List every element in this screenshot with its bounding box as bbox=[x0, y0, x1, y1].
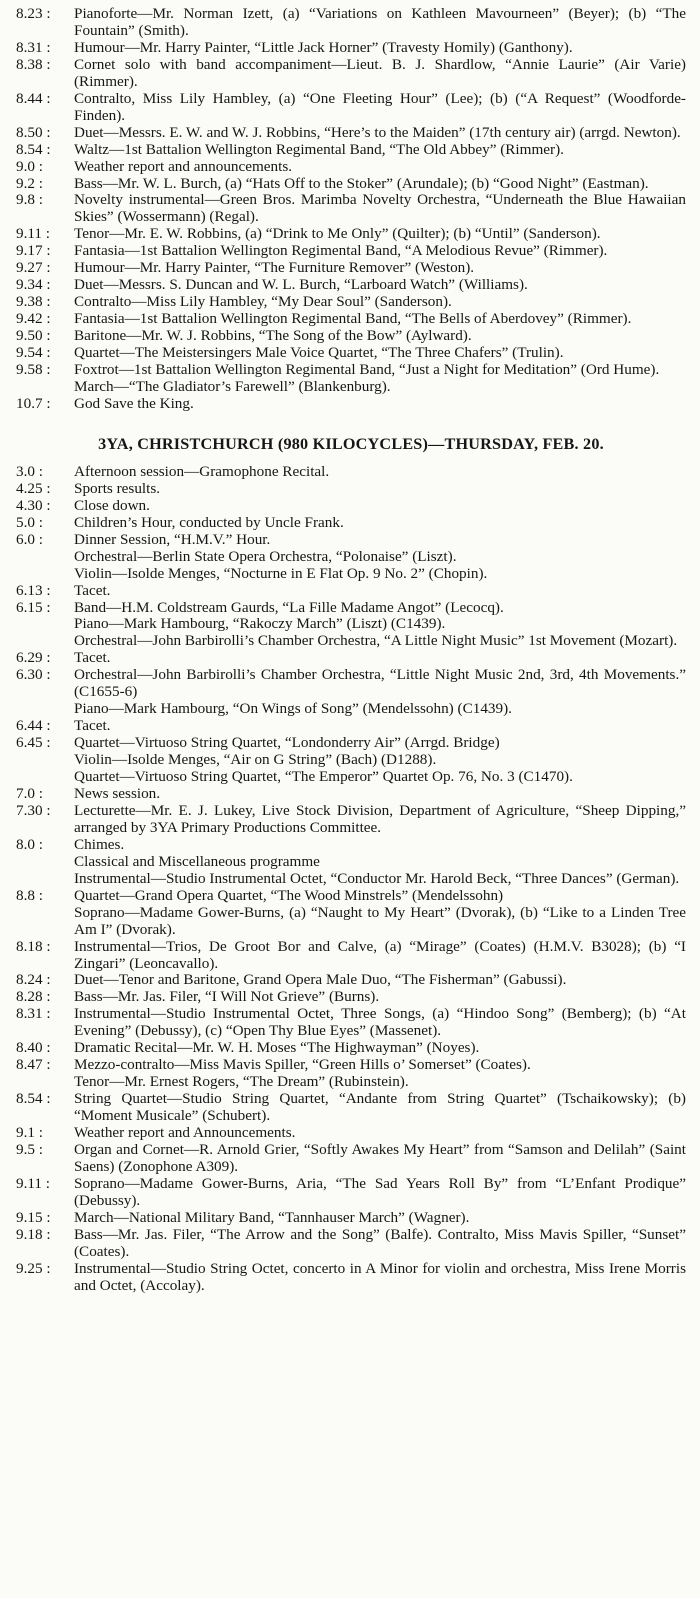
entry-text: Mezzo-contralto—Miss Mavis Spiller, “Green Hills o’ Somerset” (Coates). bbox=[74, 1056, 531, 1074]
station-heading: 3YA, CHRISTCHURCH (980 KILOCYCLES)—THURSDAY, FEB. 20. bbox=[98, 434, 604, 453]
entry-time: 5.0 : bbox=[16, 513, 44, 531]
entry-time: 8.50 : bbox=[16, 123, 51, 141]
entry-text: Dramatic Recital—Mr. W. H. Moses “The Highwayman” (Noyes). bbox=[74, 1039, 480, 1057]
entry-time: 8.23 : bbox=[16, 5, 51, 22]
entry-time: 9.50 : bbox=[16, 327, 51, 345]
entry-time: 8.40 : bbox=[16, 1039, 51, 1057]
entry-text: Tacet. bbox=[74, 649, 111, 667]
entry-text: Lecturette—Mr. E. J. Lukey, Live Stock Division, Department of Agriculture, “Sheep Dipping,” arranged by 3YA Primary Productions Committee. bbox=[74, 801, 686, 836]
entry-text: Pianoforte—Mr. Norman Izett, (a) “Variations on Kathleen Mavourneen” (Beyer); (b) “The Fountain” (Smith). bbox=[74, 5, 686, 39]
programme-entry bbox=[16, 1057, 686, 1074]
programme-entry bbox=[16, 57, 686, 91]
entry-time: 8.18 : bbox=[16, 937, 51, 955]
entry-text: Baritone—Mr. W. J. Robbins, “The Song of the Bow” (Aylward). bbox=[74, 327, 472, 345]
entry-time: 6.30 : bbox=[16, 666, 51, 684]
programme-entry bbox=[16, 294, 686, 311]
entry-text: Tacet. bbox=[74, 581, 111, 599]
programme-entry bbox=[16, 125, 686, 142]
entry-text: Weather report and announcements. bbox=[74, 157, 293, 175]
programme-entry bbox=[16, 226, 686, 243]
programme-entry bbox=[16, 176, 686, 193]
programme-entry bbox=[16, 803, 686, 837]
programme-continuation: Orchestral—John Barbirolli’s Chamber Orchestra, “A Little Night Music” 1st Movement (Mozart). bbox=[74, 632, 678, 650]
programme-entry bbox=[16, 1091, 686, 1125]
entry-time: 8.44 : bbox=[16, 89, 51, 107]
entry-time: 6.15 : bbox=[16, 598, 51, 616]
entry-text: Band—H.M. Coldstream Gaurds, “La Fille Madame Angot” (Lecocq). bbox=[74, 598, 504, 616]
entry-time: 9.0 : bbox=[16, 157, 44, 175]
entry-text: Close down. bbox=[74, 496, 150, 514]
entry-time: 4.25 : bbox=[16, 479, 51, 497]
programme-continuation: Classical and Miscellaneous programme bbox=[74, 852, 320, 870]
entry-time: 6.0 : bbox=[16, 530, 44, 548]
entry-time: 8.24 : bbox=[16, 971, 51, 989]
entry-text: Bass—Mr. W. L. Burch, (a) “Hats Off to the Stoker” (Arundale); (b) “Good Night” (Eastman). bbox=[74, 174, 649, 192]
entry-text: Tenor—Mr. E. W. Robbins, (a) “Drink to Me Only” (Quilter); (b) “Until” (Sanderson). bbox=[74, 225, 601, 243]
programme-entry bbox=[16, 1125, 686, 1142]
programme-continuation: Soprano—Madame Gower-Burns, (a) “Naught to My Heart” (Dvorak), (b) “Like to a Linden Tree Am I” (Dvorak). bbox=[74, 903, 686, 938]
programme-entry bbox=[16, 277, 686, 294]
programme-entry bbox=[16, 243, 686, 260]
entry-time: 9.17 : bbox=[16, 242, 51, 260]
entry-text: Instrumental—Studio Instrumental Octet, Three Songs, (a) “Hindoo Song” (Bemberg); (b) “At Evening” (Debussy), (c) “Open Thy Blue Eyes” (Massenet). bbox=[74, 1005, 686, 1040]
programme-entry bbox=[16, 328, 686, 345]
entry-text: Quartet—The Meistersingers Male Voice Quartet, “The Three Chafers” (Trulin). bbox=[74, 344, 564, 362]
programme-entry bbox=[16, 1227, 686, 1261]
entry-text: Waltz—1st Battalion Wellington Regimental Band, “The Old Abbey” (Rimmer). bbox=[74, 140, 564, 158]
entry-time: 6.29 : bbox=[16, 649, 51, 667]
programme-entry bbox=[16, 192, 686, 226]
programme-continuation: Orchestral—Berlin State Opera Orchestra, “Polonaise” (Liszt). bbox=[74, 547, 457, 565]
entry-time: 9.5 : bbox=[16, 1141, 44, 1158]
programme-entry bbox=[16, 972, 686, 989]
section-1-programme bbox=[16, 6, 686, 413]
entry-text: News session. bbox=[74, 784, 161, 802]
programme-entry bbox=[16, 888, 686, 905]
entry-text: March—National Military Band, “Tannhauser March” (Wagner). bbox=[74, 1208, 470, 1226]
entry-time: 4.30 : bbox=[16, 496, 51, 514]
entry-text: Humour—Mr. Harry Painter, “The Furniture Remover” (Weston). bbox=[74, 259, 475, 277]
programme-entry bbox=[16, 735, 686, 752]
programme-entry bbox=[16, 481, 686, 498]
programme-entry bbox=[16, 345, 686, 362]
programme-entry bbox=[16, 91, 686, 125]
entry-text: Organ and Cornet—R. Arnold Grier, “Softly Awakes My Heart” from “Samson and Delilah” (Saint Saens) (Zonophone A309). bbox=[74, 1141, 686, 1175]
entry-time: 8.8 : bbox=[16, 886, 44, 904]
entry-time: 8.38 : bbox=[16, 55, 51, 73]
programme-entry bbox=[16, 600, 686, 617]
programme-entry bbox=[16, 786, 686, 803]
entry-time: 6.45 : bbox=[16, 734, 51, 752]
entry-text: Sports results. bbox=[74, 479, 161, 497]
entry-time: 9.54 : bbox=[16, 344, 51, 362]
programme-entry bbox=[16, 837, 686, 854]
entry-time: 7.0 : bbox=[16, 784, 44, 802]
entry-time: 9.1 : bbox=[16, 1124, 44, 1142]
entry-text: Children’s Hour, conducted by Uncle Frank. bbox=[74, 513, 344, 531]
entry-text: Afternoon session—Gramophone Recital. bbox=[74, 462, 330, 480]
entry-time: 9.38 : bbox=[16, 293, 51, 311]
entry-text: Novelty instrumental—Green Bros. Marimba Novelty Orchestra, “Underneath the Blue Hawaiian Skies” (Wossermann) (Regal). bbox=[74, 191, 686, 226]
programme-continuation: Instrumental—Studio Instrumental Octet, “Conductor Mr. Harold Beck, “Three Dances” (German). bbox=[74, 869, 680, 887]
programme-entry bbox=[16, 939, 686, 973]
programme-entry bbox=[16, 1176, 686, 1210]
programme-continuation: Violin—Isolde Menges, “Air on G String” (Bach) (D1288). bbox=[74, 751, 437, 769]
entry-time: 9.8 : bbox=[16, 191, 44, 209]
programme-entry bbox=[16, 650, 686, 667]
programme-entry bbox=[16, 142, 686, 159]
entry-time: 8.0 : bbox=[16, 835, 44, 853]
entry-time: 3.0 : bbox=[16, 462, 44, 480]
entry-text: Quartet—Grand Opera Quartet, “The Wood Minstrels” (Mendelssohn) bbox=[74, 886, 504, 904]
programme-entry bbox=[16, 1261, 686, 1295]
programme-entry bbox=[16, 396, 686, 413]
programme-entry bbox=[16, 1006, 686, 1040]
programme-entry bbox=[16, 583, 686, 600]
entry-time: 9.15 : bbox=[16, 1208, 51, 1226]
entry-text: Duet—Tenor and Baritone, Grand Opera Male Duo, “The Fisherman” (Gabussi). bbox=[74, 971, 567, 989]
entry-text: Fantasia—1st Battalion Wellington Regimental Band, “A Melodious Revue” (Rimmer). bbox=[74, 242, 608, 260]
entry-text: Humour—Mr. Harry Painter, “Little Jack Horner” (Travesty Homily) (Ganthony). bbox=[74, 38, 573, 56]
entry-text: Instrumental—Studio String Octet, concerto in A Minor for violin and orchestra, Miss Irene Morris and Octet, (Accolay). bbox=[74, 1259, 686, 1294]
entry-time: 10.7 : bbox=[16, 394, 51, 412]
entry-text: Contralto, Miss Lily Hambley, (a) “One Fleeting Hour” (Lee); (b) (“A Request” (Woodforde-Finden). bbox=[74, 89, 686, 124]
programme-continuation: Quartet—Virtuoso String Quartet, “The Emperor” Quartet Op. 76, No. 3 (C1470). bbox=[74, 768, 573, 786]
programme-entry bbox=[16, 989, 686, 1006]
entry-text: Chimes. bbox=[74, 835, 125, 853]
entry-text: Tacet. bbox=[74, 717, 111, 735]
entry-text: Quartet—Virtuoso String Quartet, “Londonderry Air” (Arrgd. Bridge) bbox=[74, 734, 500, 752]
entry-time: 9.18 : bbox=[16, 1225, 51, 1243]
entry-time: 6.44 : bbox=[16, 717, 51, 735]
entry-time: 9.2 : bbox=[16, 174, 44, 192]
entry-time: 9.11 : bbox=[16, 1174, 51, 1192]
programme-continuation: Piano—Mark Hambourg, “Rakoczy March” (Liszt) (C1439). bbox=[74, 615, 446, 633]
programme-entry bbox=[16, 464, 686, 481]
entry-text: Bass—Mr. Jas. Filer, “The Arrow and the Song” (Balfe). Contralto, Miss Mavis Spiller, “Sunset” (Coates). bbox=[74, 1225, 686, 1260]
programme-entry bbox=[16, 260, 686, 277]
programme-entry bbox=[16, 532, 686, 549]
section-2-programme bbox=[16, 464, 686, 1295]
entry-text: Instrumental—Trios, De Groot Bor and Calve, (a) “Mirage” (Coates) (H.M.V. B3028); (b) “I Zingari” (Leoncavallo). bbox=[74, 937, 686, 972]
entry-text: Weather report and Announcements. bbox=[74, 1124, 296, 1142]
programme-continuation: Tenor—Mr. Ernest Rogers, “The Dream” (Rubinstein). bbox=[74, 1073, 409, 1091]
entry-time: 8.47 : bbox=[16, 1056, 51, 1074]
programme-entry bbox=[16, 6, 686, 40]
programme-entry bbox=[16, 362, 686, 379]
entry-time: 8.54 : bbox=[16, 1090, 51, 1108]
programme-continuation: Violin—Isolde Menges, “Nocturne in E Flat Op. 9 No. 2” (Chopin). bbox=[74, 564, 488, 582]
programme-entry bbox=[16, 1040, 686, 1057]
entry-text: Bass—Mr. Jas. Filer, “I Will Not Grieve” (Burns). bbox=[74, 988, 380, 1006]
programme-entry bbox=[16, 718, 686, 735]
entry-time: 9.27 : bbox=[16, 259, 51, 277]
programme-entry bbox=[16, 515, 686, 532]
programme-entry bbox=[16, 667, 686, 701]
entry-text: Fantasia—1st Battalion Wellington Regimental Band, “The Bells of Aberdovey” (Rimmer). bbox=[74, 310, 632, 328]
entry-text: Duet—Messrs. E. W. and W. J. Robbins, “Here’s to the Maiden” (17th century air) (arrgd. Newton). bbox=[74, 123, 681, 141]
entry-time: 7.30 : bbox=[16, 801, 51, 819]
entry-time: 8.31 : bbox=[16, 38, 51, 56]
entry-time: 8.54 : bbox=[16, 140, 51, 158]
entry-text: Soprano—Madame Gower-Burns, Aria, “The Sad Years Roll By” from “L’Enfant Prodique” (Debussy). bbox=[74, 1174, 686, 1209]
programme-entry bbox=[16, 1210, 686, 1227]
entry-text: String Quartet—Studio String Quartet, “Andante from String Quartet” (Tschaikowsky); (b) “Moment Musicale” (Schubert). bbox=[74, 1090, 686, 1125]
entry-text: Foxtrot—1st Battalion Wellington Regimental Band, “Just a Night for Meditation” (Ord Hume). bbox=[74, 361, 660, 379]
programme-entry bbox=[16, 1142, 686, 1176]
programme-continuation: Piano—Mark Hambourg, “On Wings of Song” (Mendelssohn) (C1439). bbox=[74, 700, 512, 718]
entry-time: 6.13 : bbox=[16, 581, 51, 599]
entry-time: 8.31 : bbox=[16, 1005, 51, 1023]
entry-text: Cornet solo with band accompaniment—Lieut. B. J. Shardlow, “Annie Laurie” (Air Varie) (Rimmer). bbox=[74, 55, 686, 90]
programme-continuation: March—“The Gladiator’s Farewell” (Blankenburg). bbox=[74, 377, 391, 395]
programme-entry bbox=[16, 498, 686, 515]
entry-time: 9.58 : bbox=[16, 361, 51, 379]
entry-time: 9.34 : bbox=[16, 276, 51, 294]
programme-entry bbox=[16, 159, 686, 176]
entry-time: 9.25 : bbox=[16, 1259, 51, 1277]
programme-entry bbox=[16, 40, 686, 57]
programme-entry bbox=[16, 311, 686, 328]
entry-time: 9.42 : bbox=[16, 310, 51, 328]
entry-time: 8.28 : bbox=[16, 988, 51, 1006]
entry-text: Duet—Messrs. S. Duncan and W. L. Burch, “Larboard Watch” (Williams). bbox=[74, 276, 528, 294]
entry-time: 9.11 : bbox=[16, 225, 51, 243]
entry-text: Orchestral—John Barbirolli’s Chamber Orchestra, “Little Night Music 2nd, 3rd, 4th Movements.” (C1655-6) bbox=[74, 666, 686, 701]
entry-text: Dinner Session, “H.M.V.” Hour. bbox=[74, 530, 271, 548]
entry-text: Contralto—Miss Lily Hambley, “My Dear Soul” (Sanderson). bbox=[74, 293, 452, 311]
entry-text: God Save the King. bbox=[74, 394, 194, 412]
